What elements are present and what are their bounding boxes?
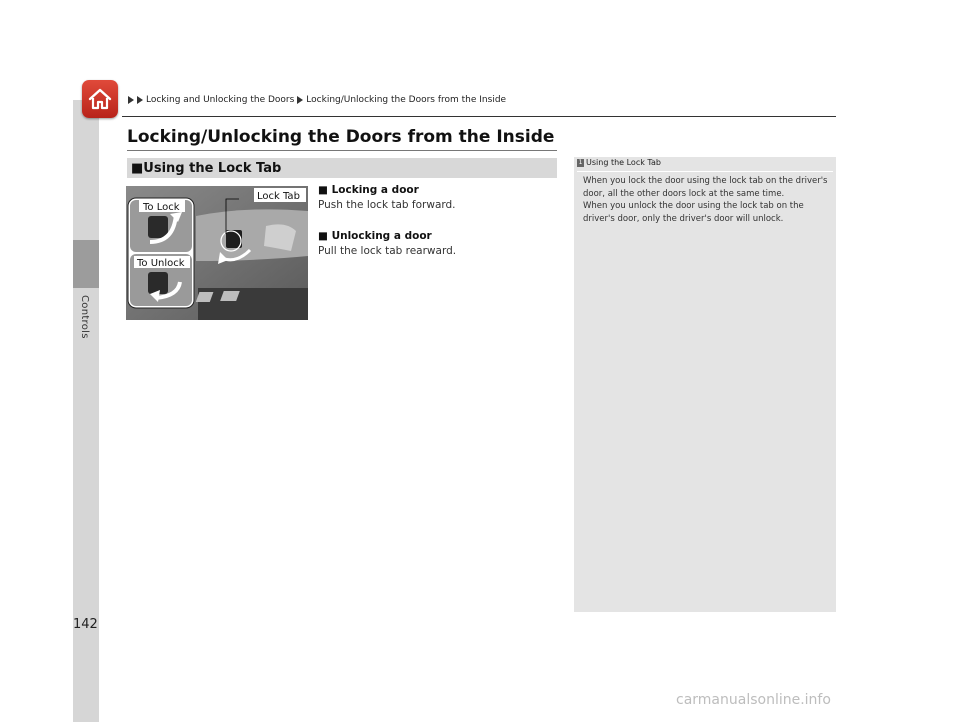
lock-tab-label: Lock Tab <box>257 191 300 202</box>
page-number: 142 <box>73 617 98 632</box>
note-paragraph: When you unlock the door using the lock tab on the driver's door, only the driver's door will unlock. <box>583 201 804 224</box>
note-number: 1 <box>578 158 583 166</box>
item-text: Pull the lock tab rearward. <box>318 245 457 257</box>
note-title-text: Using the Lock Tab <box>586 158 661 167</box>
to-lock-label: To Lock <box>143 202 180 213</box>
sidebar-label: Controls <box>79 295 90 339</box>
item-locking <box>318 183 456 213</box>
page-title: Locking/Unlocking the Doors from the Inside <box>127 127 555 147</box>
note-body <box>583 175 828 225</box>
watermark: carmanualsonline.info <box>676 692 831 708</box>
breadcrumb-item[interactable]: Locking/Unlocking the Doors from the Inside <box>306 95 507 105</box>
home-icon <box>87 87 113 111</box>
section-title: ■Using the Lock Tab <box>131 160 282 176</box>
item-text: Push the lock tab forward. <box>318 199 456 211</box>
section-header <box>127 158 557 178</box>
chevron-right-icon <box>137 96 143 104</box>
lock-tab-figure <box>126 186 308 320</box>
to-unlock-label: To Unlock <box>137 258 185 269</box>
home-button[interactable] <box>82 80 118 118</box>
item-heading: ■ Locking a door <box>318 184 419 196</box>
breadcrumb <box>128 95 506 105</box>
door-panel-illustration <box>126 186 308 320</box>
breadcrumb-item[interactable]: Locking and Unlocking the Doors <box>146 95 295 105</box>
chevron-right-icon <box>297 96 303 104</box>
instructions <box>318 183 456 259</box>
note-title <box>577 158 661 167</box>
side-tab-controls[interactable] <box>73 240 99 288</box>
note-panel <box>574 157 836 612</box>
title-rule <box>127 150 557 151</box>
note-paragraph: When you lock the door using the lock tab on the driver's door, all the other doors lock at the same time. <box>583 176 828 199</box>
header-rule <box>122 116 836 117</box>
item-heading: ■ Unlocking a door <box>318 230 432 242</box>
note-rule <box>577 171 833 172</box>
chevron-right-icon <box>128 96 134 104</box>
item-unlocking <box>318 229 456 259</box>
